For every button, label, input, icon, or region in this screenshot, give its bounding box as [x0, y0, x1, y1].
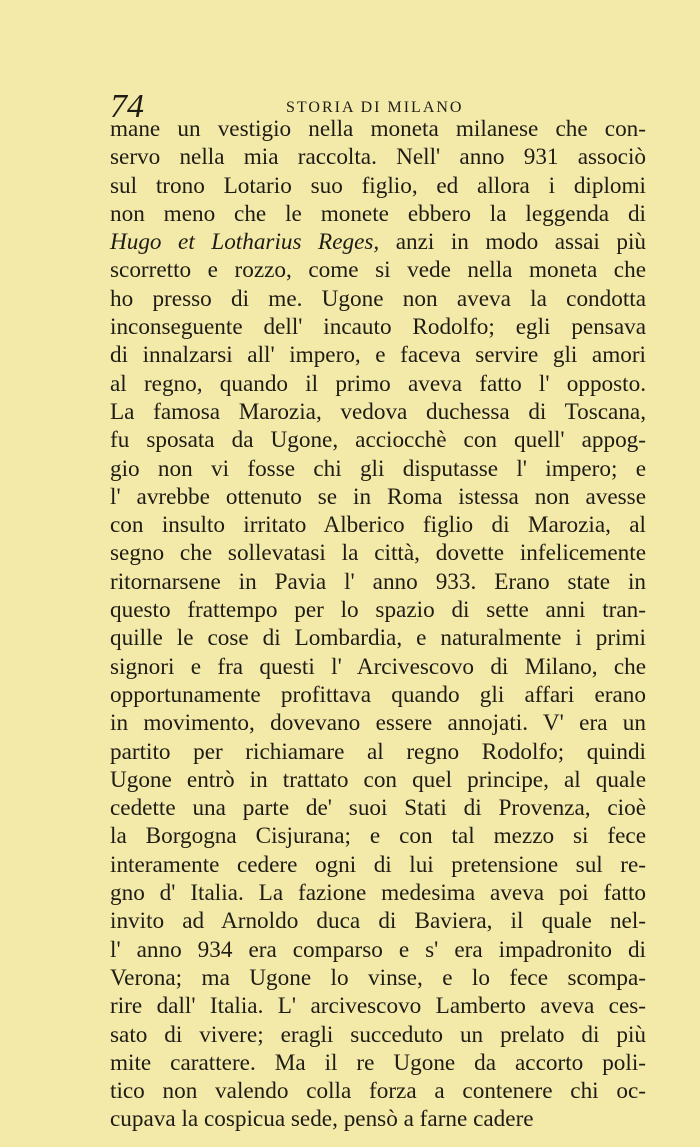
text-line: sul trono Lotario suo figlio, ed allora i diplomi [110, 172, 646, 199]
text-line: fu sposata da Ugone, acciocchè con quell' appog- [110, 427, 646, 454]
text-line: con insulto irritato Alberico figlio di Marozia, al [110, 512, 646, 539]
text-line: mane un vestigio nella moneta milanese che con- [110, 116, 646, 142]
text-line: Ugone entrò in trattato con quel principe, al quale [110, 766, 646, 793]
italic-phrase: Hugo et Lotharius Reges, [110, 229, 380, 256]
text-line: partito per richiamare al regno Rodolfo; quindi [110, 738, 646, 765]
text-line: gio non vi fosse chi gli disputasse l' impero; e [110, 455, 646, 482]
text-line: opportunamente profittava quando gli affari erano [110, 681, 646, 708]
page-number: 74 [110, 88, 144, 125]
text-line: rire dall' Italia. L' arcivescovo Lamberto aveva ces- [110, 993, 646, 1020]
text-line: quille le cose di Lombardia, e naturalmente i primi [110, 625, 646, 652]
running-head: STORIA DI MILANO [286, 99, 464, 116]
text-line: La famosa Marozia, vedova duchessa di Toscana, [110, 398, 646, 425]
text-line-mixed [110, 228, 646, 256]
text-line: ho presso di me. Ugone non aveva la condotta [110, 285, 646, 312]
text-line: non meno che le monete ebbero la leggenda di [110, 200, 646, 227]
text-line: in movimento, dovevano essere annojati. V' era un [110, 710, 646, 737]
body-text [110, 115, 646, 1134]
text-line: di innalzarsi all' impero, e faceva servire gli amori [110, 342, 646, 369]
text-line: l' anno 934 era comparso e s' era impadronito di [110, 936, 646, 963]
text-line: invito ad Arnoldo duca di Baviera, il quale nel- [110, 908, 646, 935]
text-line: interamente cedere ogni di lui pretensione sul re- [110, 851, 646, 878]
text-line: gno d' Italia. La fazione medesima aveva poi fatto [110, 880, 646, 907]
text-line: mite carattere. Ma il re Ugone da accorto poli- [110, 1049, 646, 1076]
text-line: questo frattempo per lo spazio di sette anni tran- [110, 597, 646, 624]
text-fragment: anzi in modo assai più [379, 229, 646, 256]
text-line: Verona; ma Ugone lo vinse, e lo fece scompa- [110, 964, 646, 991]
text-line: cupava la cospicua sede, pensò a farne cadere [110, 1106, 534, 1133]
text-line: sato di vivere; eragli succeduto un prelato di più [110, 1021, 646, 1048]
text-line: al regno, quando il primo aveva fatto l' opposto. [110, 370, 646, 397]
text-line: l' avrebbe ottenuto se in Roma istessa non avesse [110, 483, 646, 510]
text-line: inconseguente dell' incauto Rodolfo; egli pensava [110, 314, 646, 341]
text-line: tico non valendo colla forza a contenere chi oc- [110, 1078, 646, 1105]
text-line: ritornarsene in Pavia l' anno 933. Erano state in [110, 568, 646, 595]
text-line: scorretto e rozzo, come si vede nella moneta che [110, 257, 646, 284]
text-line: segno che sollevatasi la città, dovette infelicemente [110, 540, 646, 567]
text-line: cedette una parte de' suoi Stati di Provenza, cioè [110, 795, 646, 822]
text-line: signori e fra questi l' Arcivescovo di Milano, che [110, 653, 646, 680]
text-line: servo nella mia raccolta. Nell' anno 931 associò [110, 144, 646, 171]
text-line: la Borgogna Cisjurana; e con tal mezzo si fece [110, 823, 646, 850]
